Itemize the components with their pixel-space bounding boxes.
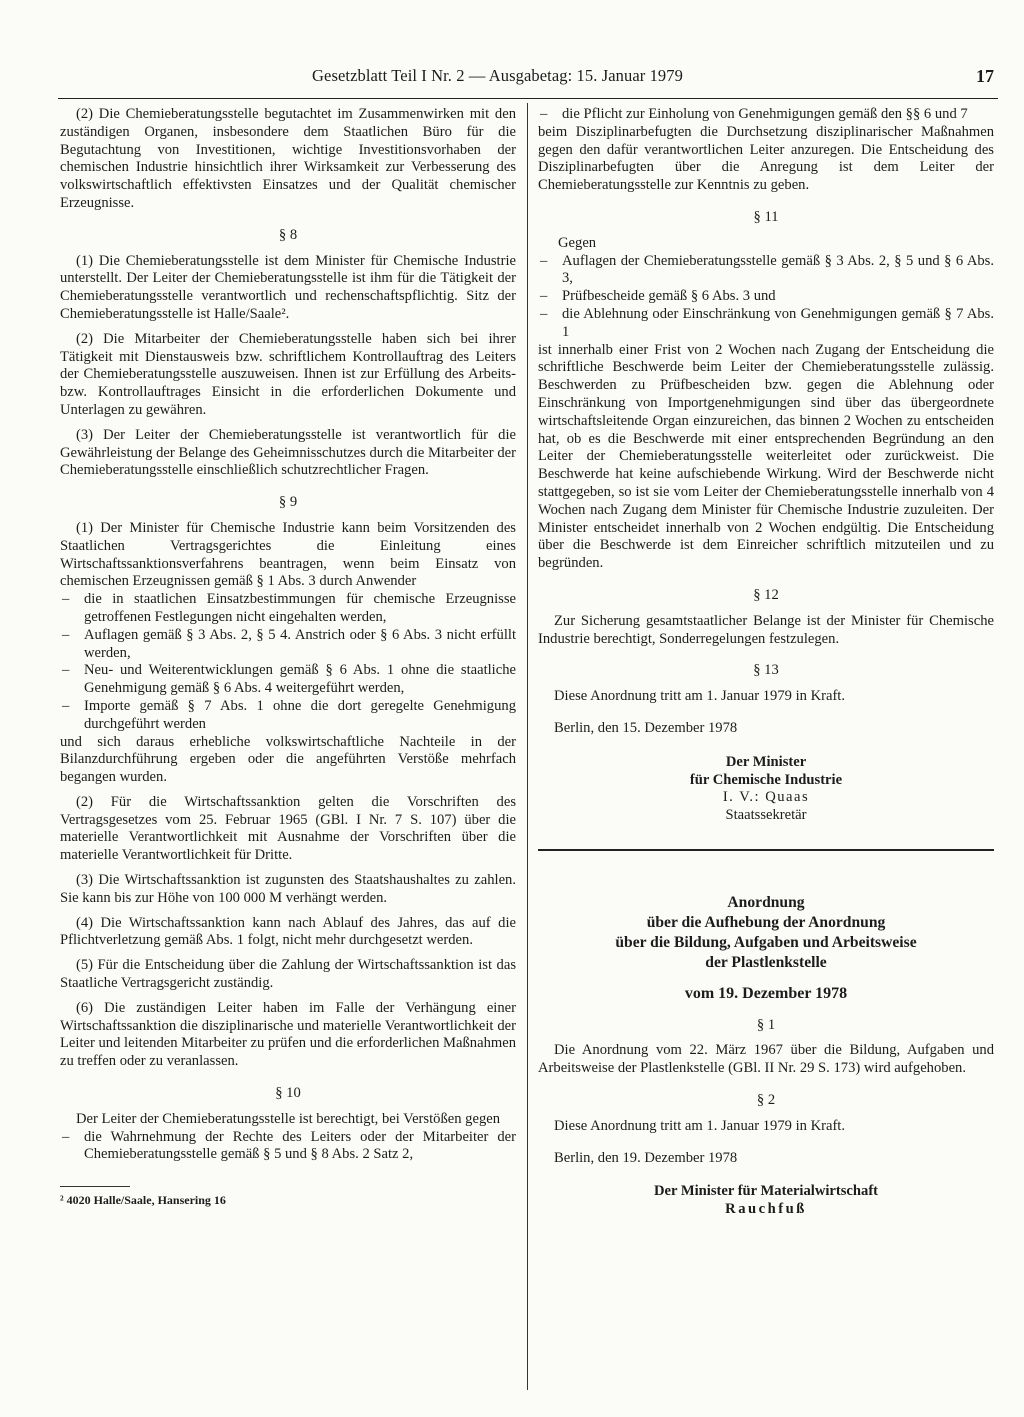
order-paragraph-2: Diese Anordnung tritt am 1. Januar 1979 in Kraft. <box>554 1117 846 1134</box>
order-title <box>538 893 994 973</box>
title-line: Anordnung <box>727 893 805 911</box>
running-header: Gesetzblatt Teil I Nr. 2 — Ausgabetag: 15. Januar 1979 <box>312 66 683 85</box>
paragraph-10-intro: Der Leiter der Chemieberatungsstelle ist berechtigt, bei Verstößen gegen <box>76 1110 501 1127</box>
paragraph-13: Diese Anordnung tritt am 1. Januar 1979 in Kraft. <box>554 688 846 705</box>
header-rule <box>58 98 998 99</box>
order-paragraph-1: Die Anordnung vom 22. März 1967 über die Bildung, Aufgaben und Arbeitsweise der Plastlenkstelle (GBl. II Nr. 29 S. 173) wird aufgehoben. <box>538 1042 994 1077</box>
section-12-heading: § 12 <box>753 586 779 603</box>
paragraph-7-2: (2) Die Chemieberatungsstelle begutachtet im Zusammenwirken mit den zuständigen Organen, insbesondere dem Staatlichen Büro für die Begutachtung von Investitionen, wichtige Investitionsvorhaben der chemischen Industrie hinsichtlich ihrer Wirksamkeit zur Verbesserung des volkswirtschaftlich effektivsten Einsatzes und der Qualität chemischer Erzeugnisse. <box>60 106 516 211</box>
title-line: über die Aufhebung der Anordnung <box>646 913 886 931</box>
list-item: – Importe gemäß § 7 Abs. 1 ohne die dort geregelte Genehmigung durchgeführt werden <box>60 698 516 734</box>
paragraph-9-1: (1) Der Minister für Chemische Industrie kann beim Vorsitzenden des Staatlichen Vertragsgerichtes die Einleitung eines Wirtschaftssanktionsverfahrens beantragen, wenn beim Einsatz von chemischen Erzeugnissen gemäß § 1 Abs. 3 durch Anwender <box>60 519 516 590</box>
paragraph-11-gegen: Gegen <box>558 234 597 251</box>
paragraph-8-1: (1) Die Chemieberatungsstelle ist dem Minister für Chemische Industrie unterstellt. Der Leiter der Chemieberatungsstelle ist ihm für die Tätigkeit der Chemieberatungsstelle verantwortlich und rechenschaftspflichtig. Sitz der Chemieberatungsstelle ist Halle/Saale². <box>60 252 516 322</box>
paragraph-9-1-continued: und sich daraus erhebliche volkswirtschaftliche Nachteile in der Bilanzdurchführung ergeben oder die angeführten Verstöße mehrfach begangen wurden. <box>60 733 516 786</box>
list-item: – Auflagen der Chemieberatungsstelle gemäß § 3 Abs. 2, § 5 und § 6 Abs. 3, <box>538 253 994 289</box>
column-divider <box>527 103 528 1390</box>
left-column <box>60 106 516 1210</box>
list-item: – Auflagen gemäß § 3 Abs. 2, § 5 4. Anstrich oder § 6 Abs. 3 nicht erfüllt werden, <box>60 627 516 663</box>
order-date: vom 19. Dezember 1978 <box>684 984 848 1002</box>
section-10-heading: § 10 <box>275 1085 301 1102</box>
section-8-heading: § 8 <box>278 226 298 243</box>
order-section-1-heading: § 1 <box>756 1016 776 1033</box>
paragraph-9-5: (5) Für die Entscheidung über die Zahlung der Wirtschaftssanktion ist das Staatliche Vertragsgericht zuständig. <box>60 957 516 992</box>
section-9-heading: § 9 <box>278 494 298 511</box>
list-item: – Prüfbescheide gemäß § 6 Abs. 3 und <box>538 288 994 306</box>
paragraph-10-continued: beim Disziplinarbefugten die Durchsetzung disziplinarischer Maßnahmen gegen den dafür verantwortlichen Leiter anzuregen. Die Entscheidung des Disziplinarbefugten über die Anregung ist dem Leiter der Chemieberatungsstelle zur Kenntnis zu geben. <box>538 123 994 194</box>
signature-block-2 <box>538 1183 994 1219</box>
paragraph-9-3: (3) Die Wirtschaftssanktion ist zugunsten des Staatshaushaltes zu zahlen. Sie kann bis zur Höhe von 100 000 M verhängt werden. <box>60 872 516 906</box>
signature-block-1 <box>538 754 994 790</box>
title-line: der Plastlenkstelle <box>705 953 827 971</box>
page-number: 17 <box>976 66 994 86</box>
list-item: – die Wahrnehmung der Rechte des Leiters oder der Mitarbeiter der Chemieberatungsstelle gemäß § 5 und § 8 Abs. 2 Satz 2, <box>60 1129 516 1165</box>
list-item: – Neu- und Weiterentwicklungen gemäß § 6 Abs. 1 ohne die staatliche Genehmigung gemäß § 6 Abs. 4 weitergeführt werden, <box>60 662 516 698</box>
signatory-title: Der Minister <box>725 753 807 770</box>
paragraph-8-3: (3) Der Leiter der Chemieberatungsstelle ist verantwortlich für die Gewährleistung der Belange des Geheimnisschutzes durch die Mitarbeiter der Chemieberatungsstelle einschließlich schutzrechtlicher Fragen. <box>60 426 516 479</box>
section-13-heading: § 13 <box>753 662 779 679</box>
paragraph-9-2: (2) Für die Wirtschaftssanktion gelten die Vorschriften des Vertragsgesetzes vom 25. Februar 1965 (GBl. I Nr. 7 S. 107) über die materielle Verantwortlichkeit mit Ausnahme der Vorschriften über die materielle Verantwortlichkeit für Dritte. <box>60 793 516 864</box>
signatory-name: Rauchfuß <box>725 1201 807 1218</box>
right-column <box>538 106 994 1219</box>
paragraph-11-body: ist innerhalb einer Frist von 2 Wochen nach Zugang der Entscheidung die schriftliche Beschwerde beim Leiter der Chemieberatungsstelle zulässig. Beschwerden zu Prüfbescheiden bzw. gegen die Ablehnung oder Einschränkung von Importgenehmigungen sind über das übergeordnete wirtschaftsleitende Organ einzureichen, das binnen 2 Wochen zu entscheiden hat, ob es die Beschwerde mit einer entsprechenden Begründung an den Leiter der Chemieberatungsstelle weiterleitet oder zurückweist. Die Beschwerde hat keine aufschiebende Wirkung. Wird der Beschwerde nicht stattgegeben, so ist sie vom Leiter der Chemieberatungsstelle innerhalb von 4 Wochen nach Zugang dem Minister für Chemische Industrie zuzuleiten. Der Minister entscheidet innerhalb von 2 Wochen endgültig. Die Entscheidung über die Beschwerde ist dem Einreicher schriftlich mitzuteilen und zu begründen. <box>538 341 994 572</box>
section-separator <box>538 849 994 851</box>
signatory-ministry: für Chemische Industrie <box>689 771 843 788</box>
paragraph-12: Zur Sicherung gesamtstaatlicher Belange ist der Minister für Chemische Industrie berechtigt, Sonderregelungen festzulegen. <box>538 612 994 647</box>
place-date-2: Berlin, den 19. Dezember 1978 <box>554 1149 738 1166</box>
title-line: über die Bildung, Aufgaben und Arbeitsweise <box>615 933 917 951</box>
order-section-2-heading: § 2 <box>756 1092 776 1109</box>
place-date-1: Berlin, den 15. Dezember 1978 <box>554 719 738 736</box>
list-item: – die Ablehnung oder Einschränkung von Genehmigungen gemäß § 7 Abs. 1 <box>538 306 994 342</box>
list-item: – die Pflicht zur Einholung von Genehmigungen gemäß den §§ 6 und 7 <box>538 106 994 124</box>
section-11-heading: § 11 <box>753 208 779 225</box>
signatory-title: Der Minister für Materialwirtschaft <box>653 1183 879 1200</box>
signatory-role: Staatssekretär <box>725 807 807 824</box>
paragraph-8-2: (2) Die Mitarbeiter der Chemieberatungsstelle haben sich bei ihrer Tätigkeit mit Dienstausweis bzw. schriftlichem Kontrollauftrag des Leiters der Chemieberatungsstelle auszuweisen. Ihnen ist zur Erfüllung des Arbeits- bzw. Kontrollauftrages Einsicht in die erforderlichen Dokumente und Unterlagen zu gewähren. <box>60 330 516 418</box>
footnote-rule <box>60 1186 130 1187</box>
footnote: ² 4020 Halle/Saale, Hansering 16 <box>60 1193 226 1208</box>
paragraph-9-4: (4) Die Wirtschaftssanktion kann nach Ablauf des Jahres, das auf die Pflichtverletzung gemäß Abs. 1 folgt, nicht mehr durchgesetzt werden. <box>60 914 516 949</box>
list-item: – die in staatlichen Einsatzbestimmungen für chemische Erzeugnisse getroffenen Festlegungen nicht eingehalten werden, <box>60 591 516 627</box>
paragraph-9-6: (6) Die zuständigen Leiter haben im Falle der Verhängung einer Wirtschaftssanktion die disziplinarische und materielle Verantwortlichkeit der Leiter und leitenden Mitarbeiter zu prüfen und die erforderlichen Maßnahmen zu treffen oder zu veranlassen. <box>60 999 516 1070</box>
signatory-name: I. V.: Quaas <box>722 789 810 806</box>
